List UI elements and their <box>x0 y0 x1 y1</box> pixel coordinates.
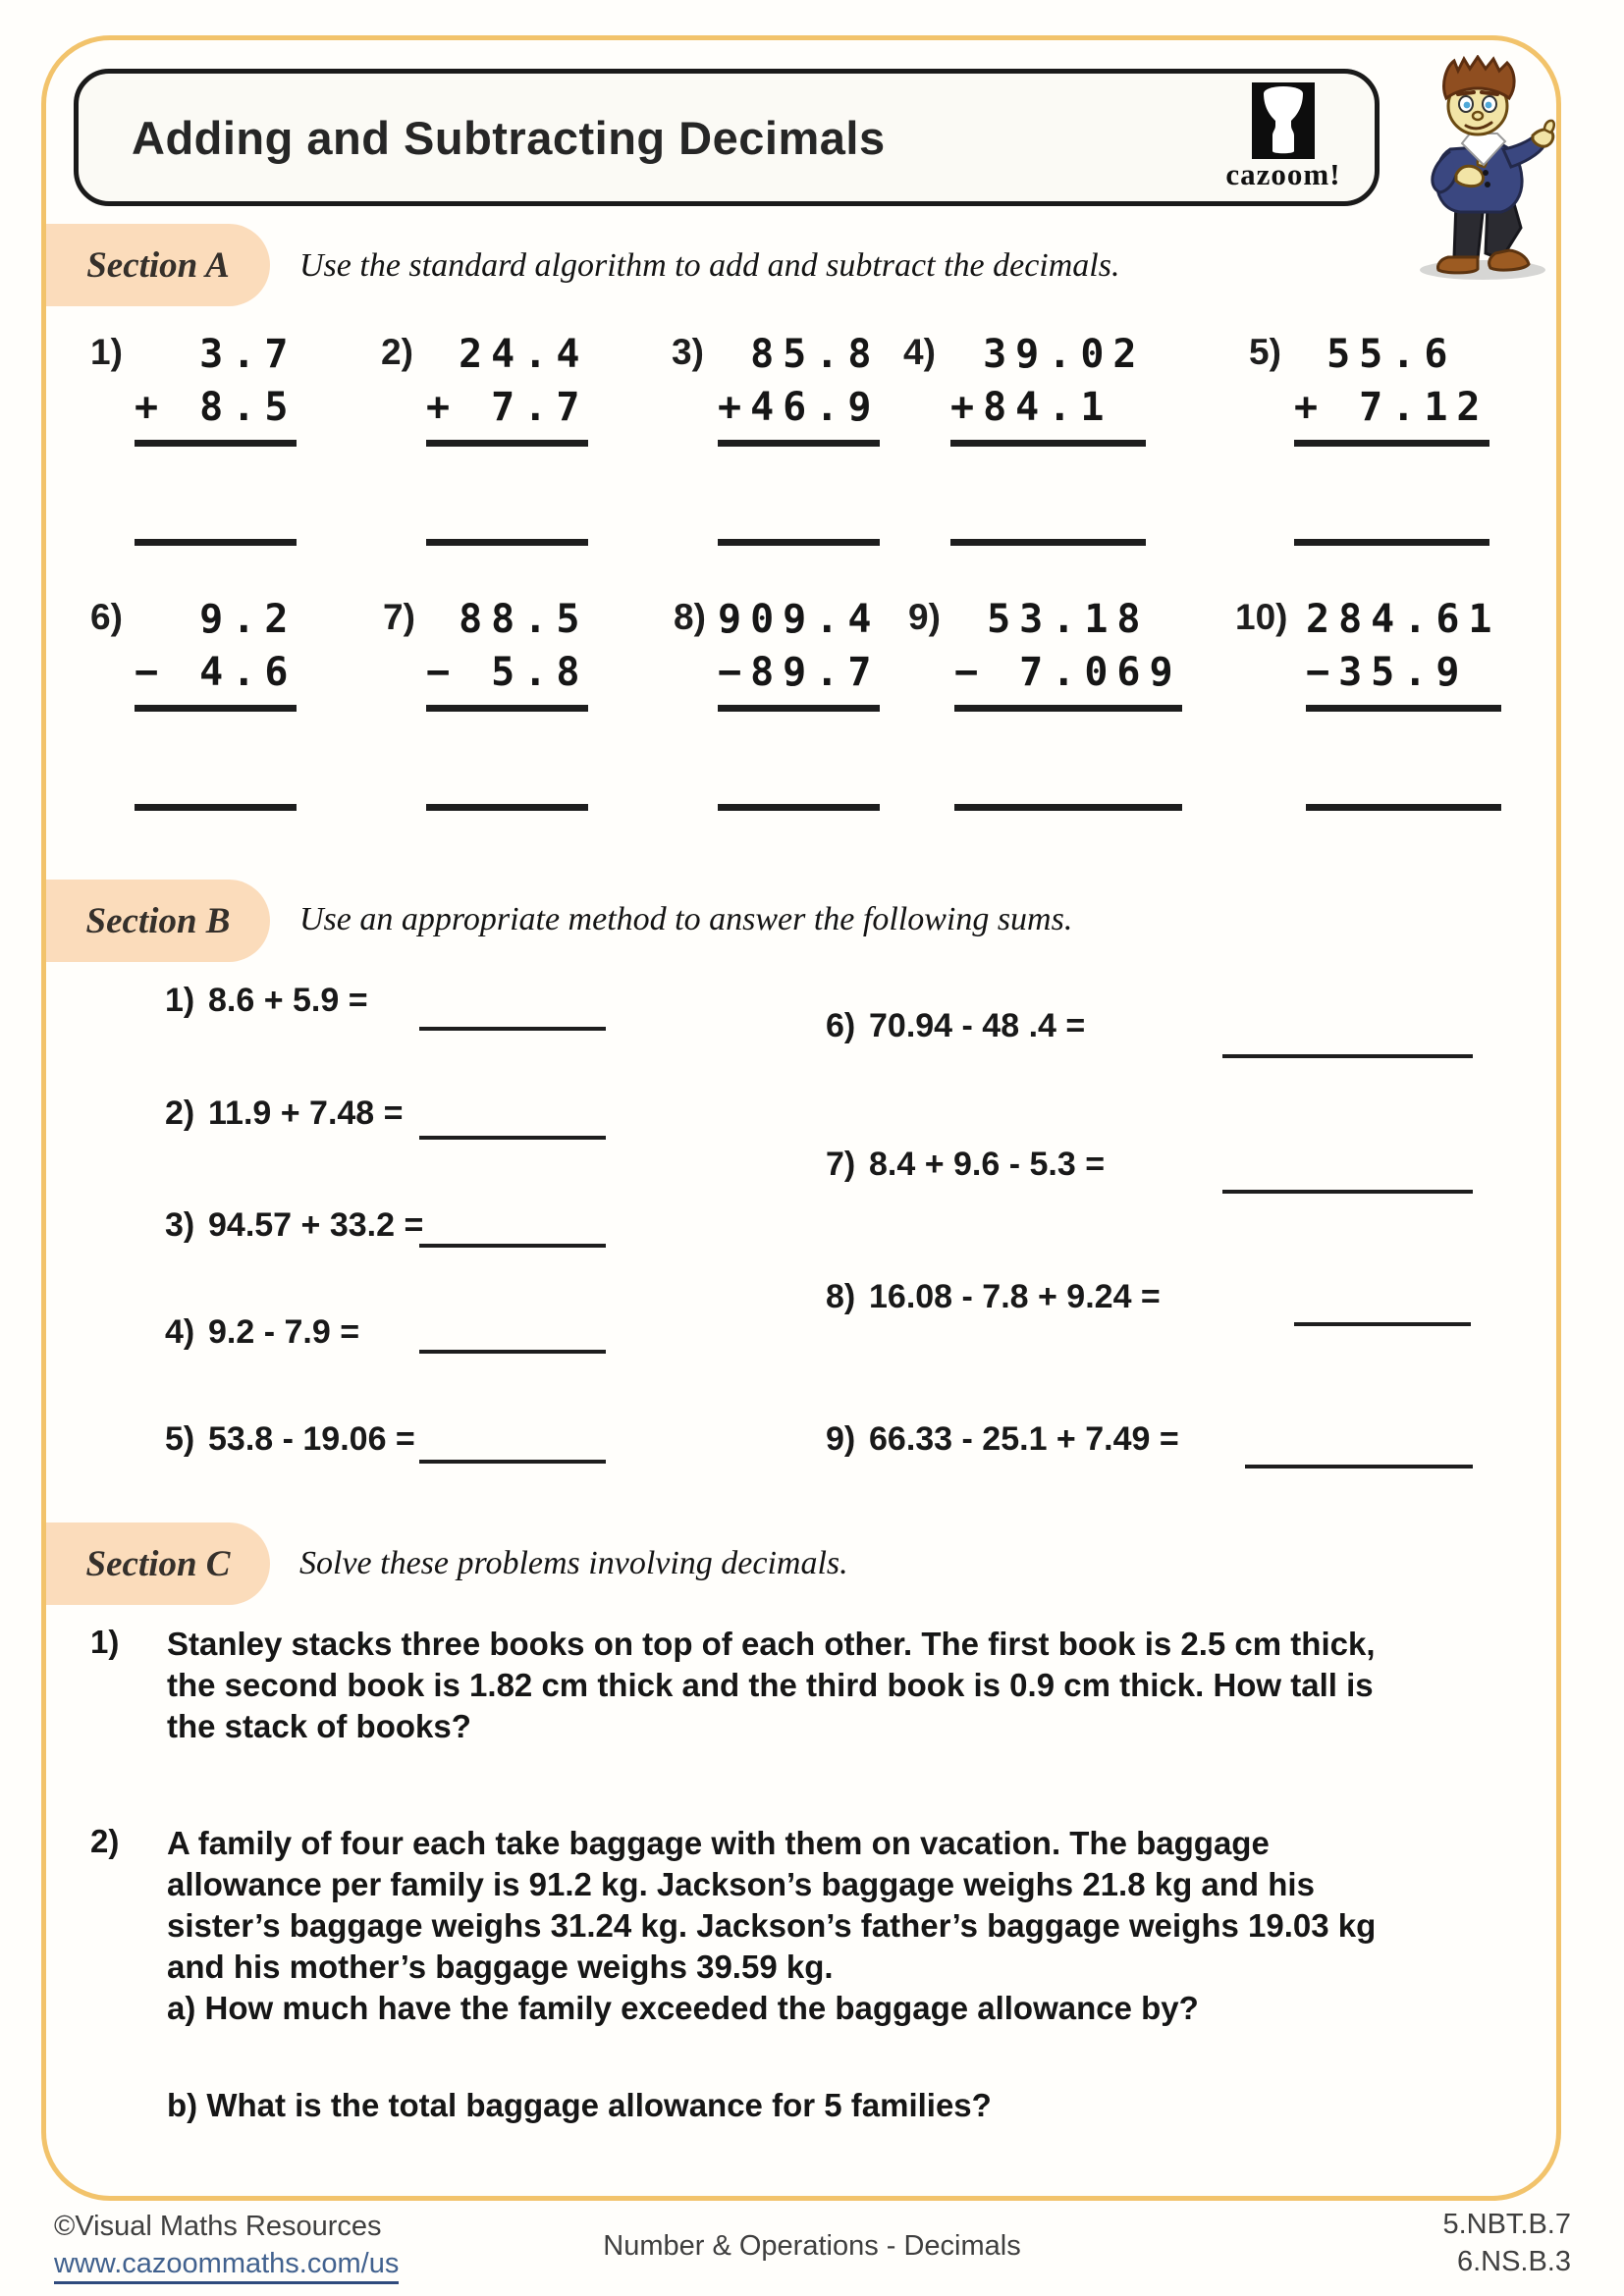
answer-line <box>1306 804 1501 811</box>
standard-code-1: 5.NBT.B.7 <box>1442 2209 1571 2240</box>
algorithm-problem <box>954 593 1182 811</box>
word-problem-line: Stanley stacks three books on top of each other. The first book is 2.5 cm thick, <box>167 1626 1376 1662</box>
expression: 53.8 - 19.06 = <box>208 1420 415 1458</box>
answer-line <box>1222 1054 1473 1058</box>
answer-line <box>718 804 880 811</box>
sum-problem <box>826 1420 1179 1459</box>
word-problem-line: and his mother’s baggage weighs 39.59 kg. <box>167 1949 834 1985</box>
expression: 16.08 - 7.8 + 9.24 = <box>869 1278 1161 1315</box>
problem-number: 2) <box>90 1823 120 1859</box>
word-problem-2 <box>167 1823 1376 1988</box>
problem-number: 7) <box>826 1146 856 1183</box>
sum-line <box>426 440 588 447</box>
page-title: Adding and Subtracting Decimals <box>132 111 886 164</box>
subtrahend: − 7.069 <box>954 650 1182 695</box>
sum-line <box>950 440 1146 447</box>
problem-number: 5) <box>165 1420 195 1458</box>
addend-bottom: + 7.12 <box>1294 385 1489 430</box>
sum-line <box>718 705 880 712</box>
algorithm-problem <box>1306 593 1501 811</box>
problem-number: 6) <box>826 1007 856 1044</box>
minuend: 88.5 <box>426 597 589 642</box>
sum-problem <box>165 1206 423 1245</box>
problem-number: 2) <box>381 332 413 372</box>
problem-number: 1) <box>90 1624 120 1660</box>
word-problem-line: the second book is 1.82 cm thick and the third book is 0.9 cm thick. How tall is <box>167 1667 1374 1703</box>
problem-number: 3) <box>165 1206 195 1244</box>
subtrahend: − 4.6 <box>135 650 298 695</box>
algorithm-problem <box>135 593 297 811</box>
subtrahend: −89.7 <box>718 650 881 695</box>
algorithm-problem <box>426 593 588 811</box>
problem-number: 8) <box>674 597 706 637</box>
drum-icon <box>1252 82 1315 159</box>
addend-top: 85.8 <box>718 332 881 377</box>
subtrahend: − 5.8 <box>426 650 589 695</box>
sum-line <box>135 705 297 712</box>
addend-bottom: +46.9 <box>718 385 881 430</box>
answer-line <box>419 1350 606 1354</box>
addend-top: 55.6 <box>1294 332 1489 377</box>
problem-number: 3) <box>672 332 704 372</box>
sum-line <box>426 705 588 712</box>
minuend: 53.18 <box>954 597 1182 642</box>
answer-line <box>426 539 588 546</box>
answer-line <box>419 1136 606 1140</box>
answer-line <box>1294 539 1489 546</box>
website-link[interactable]: www.cazoommaths.com/us <box>54 2248 399 2280</box>
answer-line <box>135 539 297 546</box>
addend-top: 3.7 <box>135 332 298 377</box>
subtrahend: −35.9 <box>1306 650 1501 695</box>
problem-number: 7) <box>383 597 415 637</box>
answer-line <box>419 1027 606 1031</box>
word-problem-part-b: b) What is the total baggage allowance for 5 families? <box>167 2087 992 2123</box>
answer-line <box>135 804 297 811</box>
sum-problem <box>826 1278 1161 1316</box>
algorithm-problem <box>426 328 588 546</box>
word-problem-1 <box>167 1624 1376 1747</box>
section-a-instruction: Use the standard algorithm to add and subtract the decimals. <box>299 247 1120 284</box>
answer-line <box>426 804 588 811</box>
expression: 9.2 - 7.9 = <box>208 1313 360 1351</box>
expression: 8.4 + 9.6 - 5.3 = <box>869 1146 1106 1183</box>
addend-bottom: + 8.5 <box>135 385 298 430</box>
sum-problem <box>826 1007 1085 1045</box>
expression: 70.94 - 48 .4 = <box>869 1007 1086 1044</box>
mascot-boy-illustration <box>1399 55 1571 283</box>
word-problem-line: allowance per family is 91.2 kg. Jackson’s baggage weighs 21.8 kg and his <box>167 1866 1315 1902</box>
addend-top: 39.02 <box>950 332 1146 377</box>
algorithm-problem <box>135 328 297 546</box>
answer-line <box>419 1460 606 1464</box>
expression: 94.57 + 33.2 = <box>208 1206 424 1244</box>
algorithm-problem <box>950 328 1146 546</box>
algorithm-problem <box>1294 328 1489 546</box>
problem-number: 6) <box>90 597 123 637</box>
answer-line <box>950 539 1146 546</box>
problem-number: 9) <box>908 597 941 637</box>
answer-line <box>954 804 1182 811</box>
addend-bottom: + 7.7 <box>426 385 589 430</box>
logo-wordmark: cazoom! <box>1225 157 1341 191</box>
problem-number: 10) <box>1235 597 1288 637</box>
sum-line <box>718 440 880 447</box>
sum-problem <box>165 982 368 1020</box>
sum-problem <box>826 1146 1105 1184</box>
answer-line <box>419 1244 606 1248</box>
sum-line <box>954 705 1182 712</box>
problem-number: 9) <box>826 1420 856 1458</box>
minuend: 9.2 <box>135 597 298 642</box>
sum-problem <box>165 1313 359 1352</box>
answer-line <box>718 539 880 546</box>
standard-code-2: 6.NS.B.3 <box>1456 2246 1571 2277</box>
addend-bottom: +84.1 <box>950 385 1146 430</box>
minuend: 909.4 <box>718 597 881 642</box>
title-box <box>74 69 1380 206</box>
section-c-label: Section C <box>46 1522 270 1605</box>
word-problem-line: the stack of books? <box>167 1708 471 1744</box>
sum-line <box>1294 440 1489 447</box>
section-b-instruction: Use an appropriate method to answer the following sums. <box>299 901 1073 937</box>
addend-top: 24.4 <box>426 332 589 377</box>
problem-number: 8) <box>826 1278 856 1315</box>
problem-number: 5) <box>1249 332 1281 372</box>
problem-number: 1) <box>90 332 123 372</box>
answer-line <box>1222 1190 1473 1194</box>
section-c-instruction: Solve these problems involving decimals. <box>299 1545 848 1581</box>
section-b-label: Section B <box>46 880 270 962</box>
word-problem-part-a: a) How much have the family exceeded the baggage allowance by? <box>167 1990 1199 2026</box>
answer-line <box>1294 1322 1471 1326</box>
expression: 11.9 + 7.48 = <box>208 1095 404 1132</box>
expression: 66.33 - 25.1 + 7.49 = <box>869 1420 1179 1458</box>
problem-number: 2) <box>165 1095 195 1132</box>
sum-line <box>135 440 297 447</box>
problem-number: 4) <box>165 1313 195 1351</box>
sum-problem <box>165 1095 404 1133</box>
algorithm-problem <box>718 328 880 546</box>
algorithm-problem <box>718 593 880 811</box>
minuend: 284.61 <box>1306 597 1501 642</box>
problem-number: 4) <box>903 332 936 372</box>
cazoom-logo <box>1219 82 1347 192</box>
copyright-text: ©Visual Maths Resources <box>54 2211 382 2242</box>
section-a-label: Section A <box>46 224 270 306</box>
answer-line <box>1245 1465 1473 1468</box>
word-problem-line: sister’s baggage weighs 31.24 kg. Jackson’s father’s baggage weighs 19.03 kg <box>167 1907 1377 1944</box>
expression: 8.6 + 5.9 = <box>208 982 368 1019</box>
word-problem-line: A family of four each take baggage with them on vacation. The baggage <box>167 1825 1270 1861</box>
problem-number: 1) <box>165 982 195 1019</box>
sum-line <box>1306 705 1501 712</box>
sum-problem <box>165 1420 415 1459</box>
footer-topic: Number & Operations - Decimals <box>603 2230 1021 2262</box>
